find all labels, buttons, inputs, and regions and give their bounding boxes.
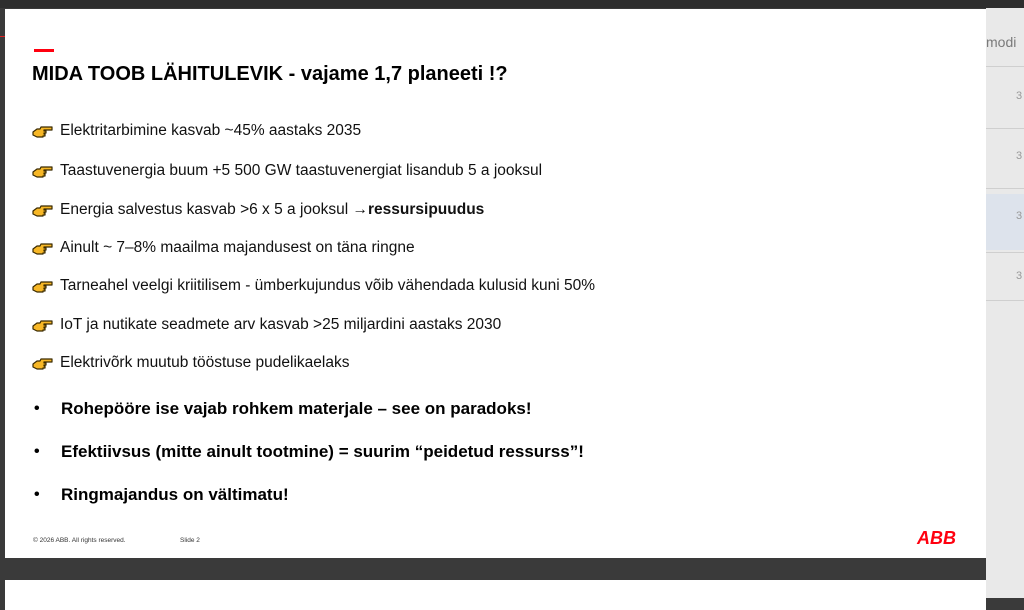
footer-copyright: © 2026 ABB. All rights reserved. <box>33 537 126 544</box>
pointing-hand-icon <box>32 123 54 139</box>
hand-list-item-1 <box>32 122 361 140</box>
pointing-hand-icon <box>32 355 54 371</box>
pointing-hand-icon <box>32 278 54 294</box>
pointing-hand-icon <box>32 202 54 218</box>
hand-item-text: Ainult ~ 7–8% maailma majandusest on täna ringne <box>60 239 415 256</box>
footer-slide-number: Slide 2 <box>180 537 200 544</box>
bullet-item-text: Efektiivsus (mitte ainult tootmine) = suurim “peidetud ressurss”! <box>61 442 584 461</box>
right-panel-number: 3 <box>1016 210 1023 222</box>
right-panel-text: modi <box>986 34 1017 50</box>
hand-list-item-5 <box>32 277 595 295</box>
right-panel-divider <box>986 300 1024 301</box>
bullet-item-2 <box>32 442 584 462</box>
right-panel-divider <box>986 128 1024 129</box>
right-panel-number: 3 <box>1016 90 1023 102</box>
abb-logo: ABB <box>917 528 956 548</box>
hand-list-item-6 <box>32 316 501 334</box>
hand-item-text: IoT ja nutikate seadmete arv kasvab >25 miljardini aastaks 2030 <box>60 316 502 333</box>
pointing-hand-icon <box>32 317 54 333</box>
bullet-item-text: Rohepööre ise vajab rohkem materjale – see on paradoks! <box>61 399 532 418</box>
bullet-symbol: • <box>34 400 40 417</box>
right-panel-number: 3 <box>1016 270 1023 282</box>
right-panel-selected-row[interactable] <box>986 194 1024 250</box>
pointing-hand-icon <box>32 240 54 256</box>
slide-title: MIDA TOOB LÄHITULEVIK - vajame 1,7 planeeti !? <box>32 63 508 85</box>
slide-1 <box>5 9 986 558</box>
hand-item-text: Tarneahel veelgi kriitilisem - ümberkujundus võib vähendada kulusid kuni 50% <box>60 277 596 294</box>
slide-2-thumbnail[interactable] <box>5 580 986 610</box>
right-side-panel <box>986 8 1024 598</box>
hand-item-text: Taastuvenergia buum +5 500 GW taastuvenergiat lisandub 5 a jooksul <box>60 162 543 179</box>
right-panel-divider <box>986 188 1024 189</box>
pointing-hand-icon <box>32 163 54 179</box>
hand-list-item-7 <box>32 354 349 372</box>
hand-item-text: Elektritarbimine kasvab ~45% aastaks 2035 <box>60 122 362 139</box>
hand-item-text: Energia salvestus kasvab >6 x 5 a jooksul → <box>60 201 369 218</box>
right-panel-divider <box>986 252 1024 253</box>
hand-list-item-4 <box>32 239 415 257</box>
bullet-item-1 <box>32 399 532 419</box>
right-panel-divider <box>986 66 1024 67</box>
bullet-symbol: • <box>34 443 40 460</box>
hand-list-item-3 <box>32 201 484 219</box>
bullet-item-3 <box>32 485 289 505</box>
bullet-item-text: Ringmajandus on vältimatu! <box>61 485 289 504</box>
title-accent-bar <box>34 49 54 52</box>
hand-item-bold-text: ressursipuudus <box>368 201 485 218</box>
hand-item-text: Elektrivõrk muutub tööstuse pudelikaelaks <box>60 354 350 371</box>
hand-list-item-2 <box>32 162 542 180</box>
bullet-symbol: • <box>34 486 40 503</box>
viewer-top-bar <box>0 0 1024 8</box>
right-panel-number: 3 <box>1016 150 1023 162</box>
